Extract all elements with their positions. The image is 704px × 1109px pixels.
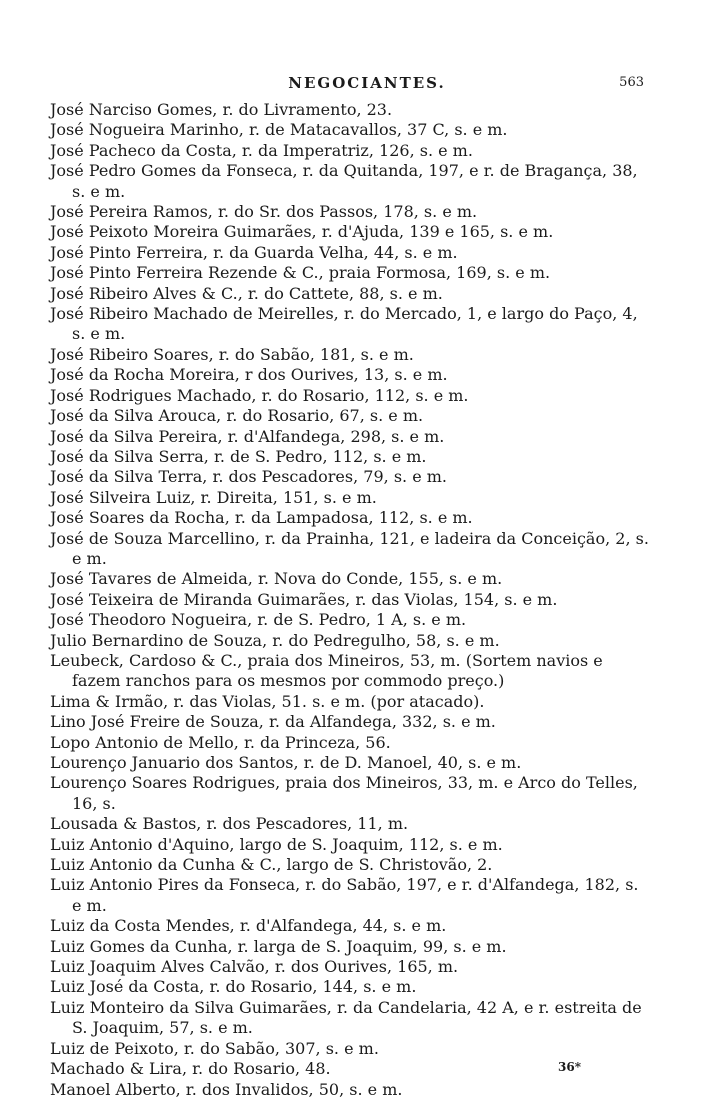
- merchant-entry: Luiz José da Costa, r. do Rosario, 144, s. e m.: [50, 977, 417, 997]
- merchant-entry: José da Silva Terra, r. dos Pescadores, 79, s. e m.: [50, 467, 448, 487]
- page-number: 563: [619, 75, 644, 90]
- merchant-entry: Machado & Lira, r. do Rosario, 48.: [50, 1059, 331, 1079]
- merchant-entry: José Ribeiro Machado de Meirelles, r. do Mercado, 1, e largo do Paço, 4, s. e m.: [50, 304, 638, 344]
- merchant-entry: José Teixeira de Miranda Guimarães, r. das Violas, 154, s. e m.: [50, 589, 558, 609]
- merchant-entry: Julio Bernardino de Souza, r. do Pedregulho, 58, s. e m.: [50, 630, 500, 650]
- merchant-entry: José Silveira Luiz, r. Direita, 151, s. e m.: [50, 487, 377, 507]
- merchant-entry: José Pinto Ferreira Rezende & C., praia Formosa, 169, s. e m.: [50, 263, 551, 283]
- merchant-entry: Lourenço Januario dos Santos, r. de D. Manoel, 40, s. e m.: [50, 753, 522, 772]
- merchant-entry: José Rodrigues Machado, r. do Rosario, 112, s. e m.: [50, 385, 469, 405]
- merchant-entry: Manoel Alberto, r. dos Invalidos, 50, s. e m.: [50, 1079, 403, 1099]
- merchant-entry: Luiz Gomes da Cunha, r. larga de S. Joaquim, 99, s. e m.: [50, 936, 507, 956]
- merchant-entry: José da Silva Pereira, r. d'Alfandega, 298, s. e m.: [50, 426, 445, 446]
- merchant-entry: Luiz Antonio d'Aquino, largo de S. Joaquim, 112, s. e m.: [50, 834, 503, 854]
- merchant-entry: José Peixoto Moreira Guimarães, r. d'Ajuda, 139 e 165, s. e m.: [50, 222, 554, 242]
- merchant-entry: Luiz de Peixoto, r. do Sabão, 307, s. e m.: [50, 1038, 379, 1058]
- merchant-entry: José da Silva Serra, r. de S. Pedro, 112, s. e m.: [50, 446, 427, 466]
- merchant-entry: José Tavares de Almeida, r. Nova do Conde, 155, s. e m.: [50, 569, 503, 589]
- merchant-entry: José Pereira Ramos, r. do Sr. dos Passos, 178, s. e m.: [50, 202, 478, 222]
- merchant-entry: José Pacheco da Costa, r. da Imperatriz, 126, s. e m.: [50, 140, 473, 160]
- merchant-entry: José de Souza Marcellino, r. da Prainha, 121, e ladeira da Conceição, 2, s. e m.: [50, 528, 649, 568]
- merchant-entry: Lourenço Soares Rodrigues, praia dos Mineiros, 33, m. e Arco do Telles, 16, s.: [50, 773, 638, 813]
- merchant-entry: Lousada & Bastos, r. dos Pescadores, 11, m.: [50, 814, 409, 834]
- merchant-entry: Luiz Monteiro da Silva Guimarães, r. da Candelaria, 42 A, e r. estreita de S. Joaquim, 57, s. e m.: [50, 997, 642, 1038]
- printer-signature-mark: 36*: [558, 1060, 581, 1074]
- merchant-entry: Luiz da Costa Mendes, r. d'Alfandega, 44, s. e m.: [50, 916, 447, 936]
- merchant-entry: Lima & Irmão, r. das Violas, 51. s. e m. (por atacado).: [50, 691, 485, 711]
- merchant-entry: Luiz Antonio Pires da Fonseca, r. do Sabão, 197, e r. d'Alfandega, 182, s. e m.: [50, 875, 639, 915]
- merchant-entry: José Nogueira Marinho, r. de Matacavallos, 37 C, s. e m.: [50, 120, 508, 140]
- merchant-entry: José Soares da Rocha, r. da Lampadosa, 112, s. e m.: [50, 508, 473, 528]
- page-title: NEGOCIANTES.: [288, 74, 446, 92]
- merchant-list: [50, 100, 650, 1100]
- merchant-entry: Luiz Joaquim Alves Calvão, r. dos Ourives, 165, m.: [50, 957, 459, 977]
- merchant-entry: Lopo Antonio de Mello, r. da Princeza, 56.: [50, 732, 391, 752]
- merchant-entry: Lino José Freire de Souza, r. da Alfandega, 332, s. e m.: [50, 712, 496, 732]
- merchant-entry: José da Silva Arouca, r. do Rosario, 67, s. e m.: [50, 406, 424, 426]
- merchant-entry: José da Rocha Moreira, r dos Ourives, 13, s. e m.: [50, 365, 448, 385]
- merchant-entry: Leubeck, Cardoso & C., praia dos Mineiros, 53, m. (Sortem navios e fazem ranchos para os mesmos por commodo preço.): [50, 650, 603, 691]
- merchant-entry: José Ribeiro Soares, r. do Sabão, 181, s. e m.: [50, 344, 414, 364]
- merchant-entry: José Ribeiro Alves & C., r. do Cattete, 88, s. e m.: [50, 283, 443, 303]
- merchant-entry: José Narciso Gomes, r. do Livramento, 23.: [50, 100, 393, 119]
- merchant-entry: José Pedro Gomes da Fonseca, r. da Quitanda, 197, e r. de Bragança, 38, s. e m.: [50, 161, 638, 201]
- merchant-entry: José Pinto Ferreira, r. da Guarda Velha, 44, s. e m.: [50, 242, 458, 262]
- merchant-entry: José Theodoro Nogueira, r. de S. Pedro, 1 A, s. e m.: [50, 610, 467, 630]
- page-header: [0, 74, 704, 98]
- merchant-entry: Luiz Antonio da Cunha & C., largo de S. Christovão, 2.: [50, 855, 493, 875]
